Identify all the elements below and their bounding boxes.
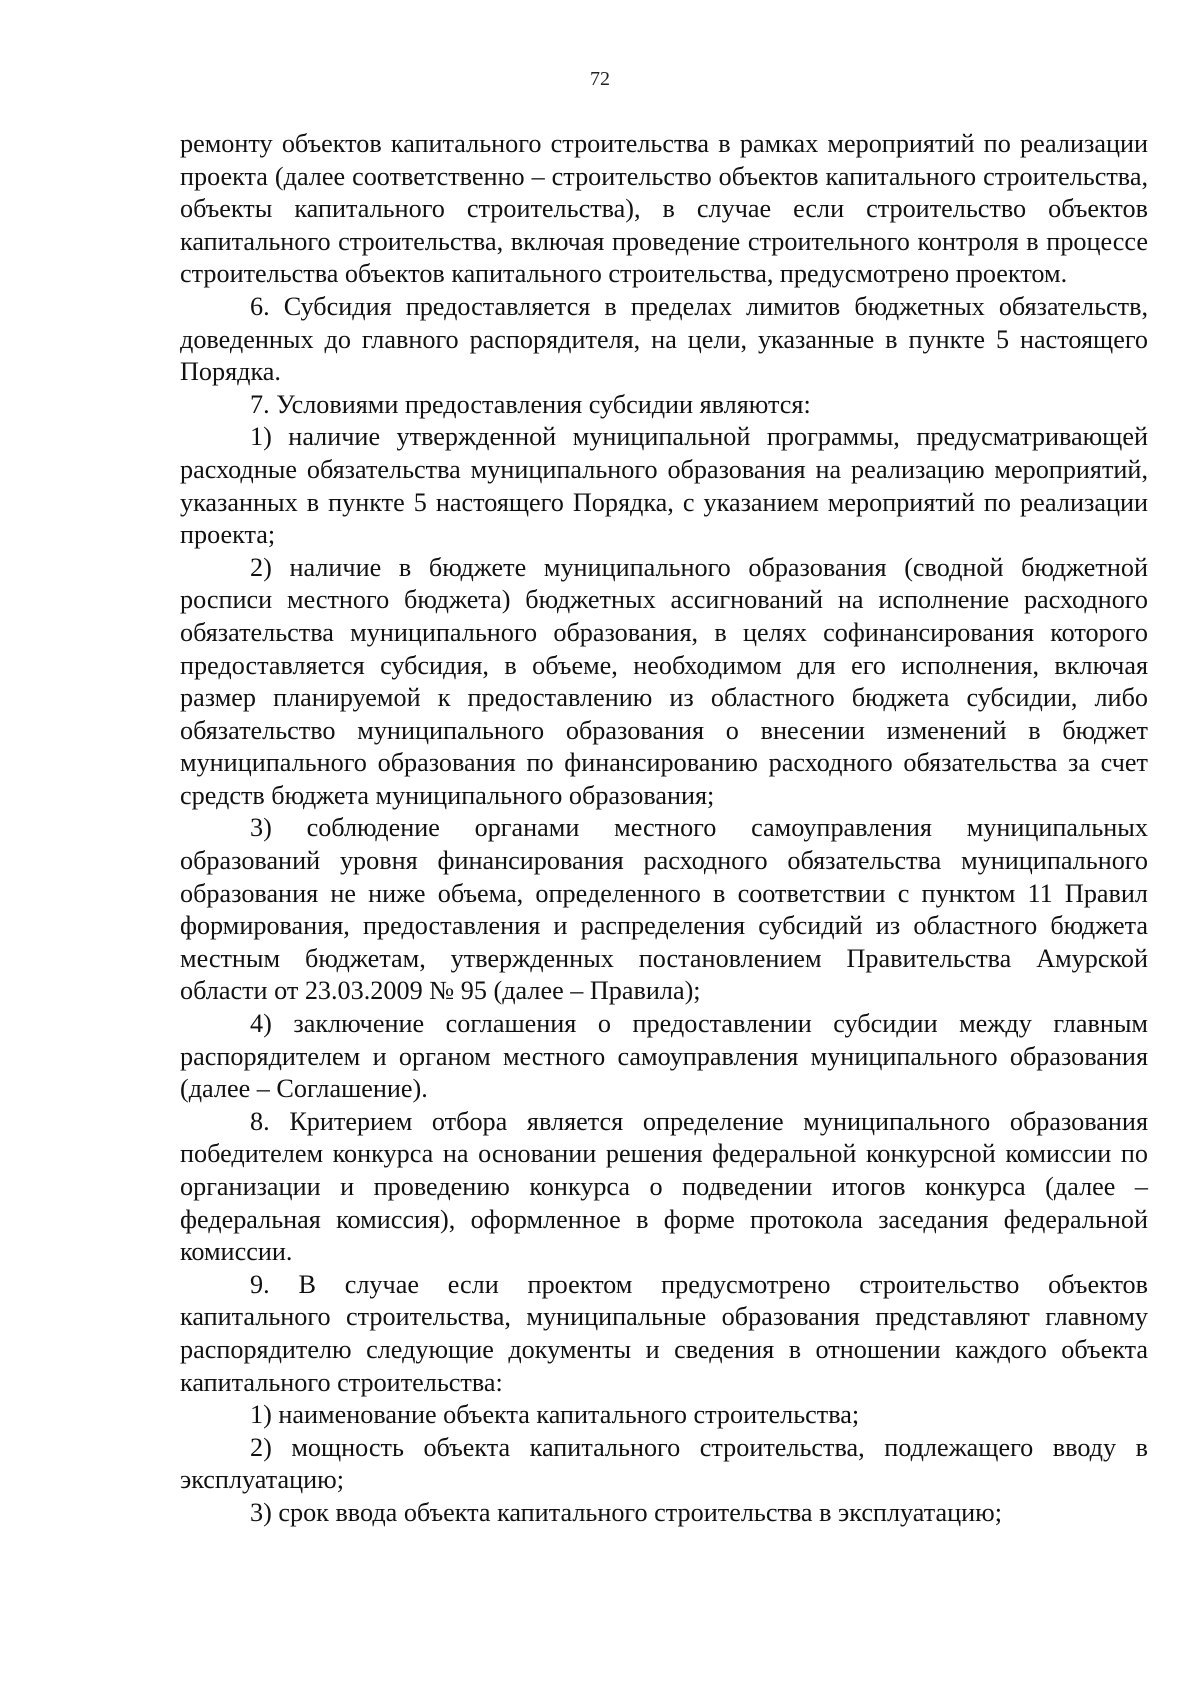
- paragraph-item-7-4: 4) заключение соглашения о предоставлении субсидии между главным распорядителем и органом местного самоуправления муниципального образования (далее – Соглашение).: [180, 1009, 1148, 1104]
- paragraph-item-7: 7. Условиями предоставления субсидии являются:: [250, 389, 811, 419]
- paragraph-item-9-2: 2) мощность объекта капитального строительства, подлежащего вводу в эксплуатацию;: [180, 1432, 1148, 1495]
- document-body: [180, 128, 1148, 1530]
- paragraph-item-7-3: 3) соблюдение органами местного самоуправления муниципальных образований уровня финансирования расходного обязательства муниципального образования не ниже объема, определенного в соответствии с пунктом 11 Правил формирования, предоставления и распределения субсидий из областного бюджета местным бюджетам, утвержденных постановлением Правительства Амурской области от 23.03.2009 № 95 (далее – Правила);: [180, 813, 1148, 1006]
- paragraph-item-9-1: 1) наименование объекта капитального строительства;: [250, 1400, 860, 1430]
- paragraph-item-9-3: 3) срок ввода объекта капитального строительства в эксплуатацию;: [250, 1497, 1002, 1527]
- paragraph-continuation: ремонту объектов капитального строительства в рамках мероприятий по реализации проекта (далее соответственно – строительство объектов капитального строительства, объекты капитального строительства), в случае если строительство объектов капитального строительства, включая проведение строительного контроля в процессе строительства объектов капитального строительства, предусмотрено проектом.: [180, 129, 1148, 289]
- paragraph-item-7-1: 1) наличие утвержденной муниципальной программы, предусматривающей расходные обязательства муниципального образования на реализацию мероприятий, указанных в пункте 5 настоящего Порядка, с указанием мероприятий по реализации проекта;: [180, 422, 1148, 550]
- paragraph-item-9: 9. В случае если проектом предусмотрено строительство объектов капитального строительства, муниципальные образования представляют главному распорядителю следующие документы и сведения в отношении каждого объекта капитального строительства:: [180, 1269, 1148, 1397]
- paragraph-item-6: 6. Субсидия предоставляется в пределах лимитов бюджетных обязательств, доведенных до главного распорядителя, на цели, указанные в пункте 5 настоящего Порядка.: [180, 291, 1148, 387]
- page-number: 72: [590, 68, 610, 90]
- paragraph-item-8: 8. Критерием отбора является определение муниципального образования победителем конкурса на основании решения федеральной конкурсной комиссии по организации и проведению конкурса о подведении итогов конкурса (далее – федеральная комиссия), оформленное в форме протокола заседания федеральной комиссии.: [180, 1106, 1148, 1267]
- paragraph-item-7-2: 2) наличие в бюджете муниципального образования (сводной бюджетной росписи местного бюджета) бюджетных ассигнований на исполнение расходного обязательства муниципального образования, в целях софинансирования которого предоставляется субсидия, в объеме, необходимом для его исполнения, включая размер планируемой к предоставлению из областного бюджета субсидии, либо обязательство муниципального образования о внесении изменений в бюджет муниципального образования по финансированию расходного обязательства за счет средств бюджета муниципального образования;: [180, 552, 1148, 810]
